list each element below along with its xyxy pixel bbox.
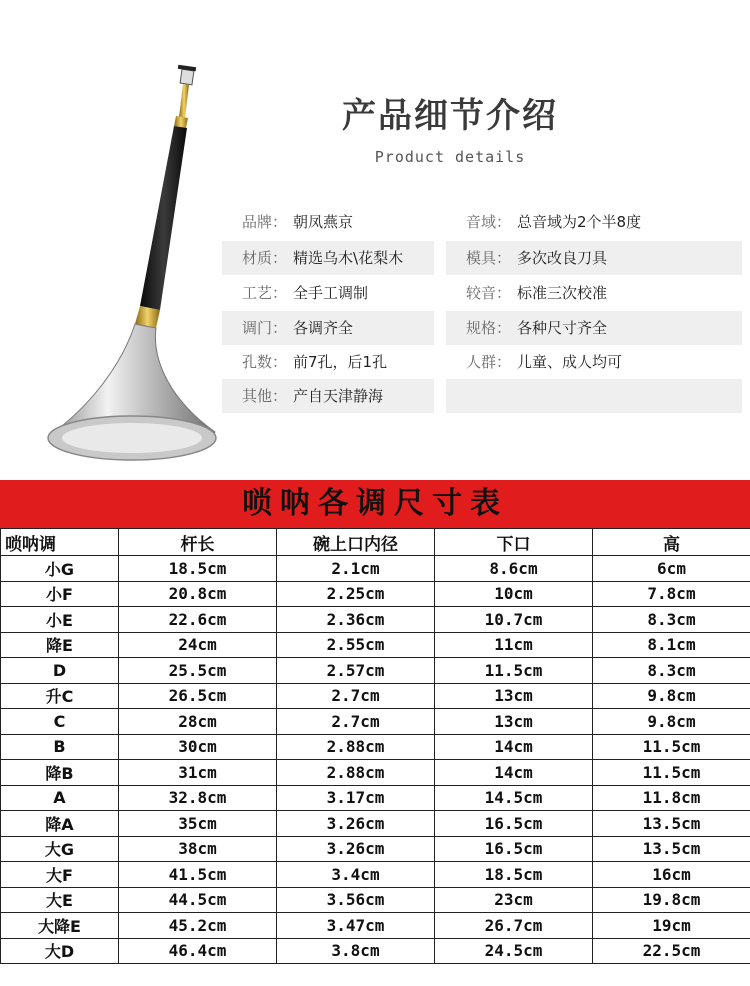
cell-bottom: 10cm — [435, 581, 593, 607]
table-row — [1, 913, 750, 939]
spec-value: 总音域为2个半8度 — [517, 213, 642, 231]
cell-key: 大降E — [1, 913, 119, 939]
spec-label: 工艺： — [242, 284, 288, 302]
cell-length: 35cm — [119, 811, 277, 837]
spec-label: 调门： — [242, 319, 288, 337]
spec-label: 模具： — [466, 249, 512, 267]
cell-key: 大E — [1, 887, 119, 913]
spec-label: 音域： — [466, 213, 512, 231]
cell-key: 大F — [1, 862, 119, 888]
spec-label: 材质： — [242, 249, 288, 267]
spec-label: 品牌： — [242, 213, 288, 231]
cell-height: 11.5cm — [593, 734, 750, 760]
cell-key: 降A — [1, 811, 119, 837]
cell-key: A — [1, 785, 119, 811]
spec-value: 各调齐全 — [293, 319, 354, 337]
cell-key: 大G — [1, 836, 119, 862]
cell-bowl-inner: 2.57cm — [277, 658, 435, 684]
spec-label: 较音： — [466, 284, 512, 302]
cell-bowl-inner: 2.25cm — [277, 581, 435, 607]
spec-mold — [446, 241, 742, 275]
cell-key: 小G — [1, 556, 119, 582]
cell-height: 19cm — [593, 913, 750, 939]
cell-bowl-inner: 3.47cm — [277, 913, 435, 939]
cell-length: 38cm — [119, 836, 277, 862]
table-row — [1, 836, 750, 862]
spec-range — [446, 205, 742, 239]
cell-height: 11.5cm — [593, 760, 750, 786]
cell-length: 20.8cm — [119, 581, 277, 607]
cell-bowl-inner: 2.88cm — [277, 734, 435, 760]
spec-audience — [446, 345, 742, 379]
spec-label: 规格： — [466, 319, 512, 337]
header-length: 杆长 — [119, 529, 277, 556]
header-bottom: 下口 — [435, 529, 593, 556]
cell-length: 30cm — [119, 734, 277, 760]
cell-key: 小F — [1, 581, 119, 607]
spec-brand — [222, 205, 434, 239]
table-row — [1, 811, 750, 837]
table-row — [1, 658, 750, 684]
cell-bottom: 23cm — [435, 887, 593, 913]
spec-label: 孔数： — [242, 353, 288, 371]
spec-key — [222, 311, 434, 345]
cell-bottom: 11.5cm — [435, 658, 593, 684]
cell-height: 8.1cm — [593, 632, 750, 658]
cell-length: 18.5cm — [119, 556, 277, 582]
cell-height: 9.8cm — [593, 683, 750, 709]
cell-bowl-inner: 3.26cm — [277, 836, 435, 862]
cell-key: C — [1, 709, 119, 735]
cell-bottom: 26.7cm — [435, 913, 593, 939]
table-row — [1, 938, 750, 964]
cell-height: 16cm — [593, 862, 750, 888]
cell-height: 8.3cm — [593, 658, 750, 684]
header-bowl-inner: 碗上口内径 — [277, 529, 435, 556]
cell-bottom: 10.7cm — [435, 607, 593, 633]
cell-length: 46.4cm — [119, 938, 277, 964]
size-table-title: 唢呐各调尺寸表 — [0, 480, 750, 528]
cell-bottom: 13cm — [435, 709, 593, 735]
cell-length: 41.5cm — [119, 862, 277, 888]
cell-height: 13.5cm — [593, 811, 750, 837]
table-row — [1, 556, 750, 582]
table-row — [1, 862, 750, 888]
spec-value: 多次改良刀具 — [517, 249, 608, 267]
cell-key: 降E — [1, 632, 119, 658]
spec-value: 产自天津静海 — [293, 387, 384, 405]
cell-bowl-inner: 2.36cm — [277, 607, 435, 633]
cell-bowl-inner: 2.88cm — [277, 760, 435, 786]
cell-bowl-inner: 3.17cm — [277, 785, 435, 811]
table-row — [1, 607, 750, 633]
cell-length: 26.5cm — [119, 683, 277, 709]
spec-craft — [222, 276, 434, 310]
cell-bottom: 24.5cm — [435, 938, 593, 964]
cell-key: B — [1, 734, 119, 760]
table-row — [1, 683, 750, 709]
spec-label: 人群： — [466, 353, 512, 371]
header-key: 唢呐调 — [1, 529, 119, 556]
cell-bottom: 16.5cm — [435, 811, 593, 837]
cell-key: 降B — [1, 760, 119, 786]
spec-holes — [222, 345, 434, 379]
spec-value: 各种尺寸齐全 — [517, 319, 608, 337]
table-row — [1, 632, 750, 658]
cell-bowl-inner: 2.7cm — [277, 683, 435, 709]
cell-height: 9.8cm — [593, 709, 750, 735]
cell-height: 19.8cm — [593, 887, 750, 913]
cell-height: 11.8cm — [593, 785, 750, 811]
cell-length: 31cm — [119, 760, 277, 786]
cell-length: 24cm — [119, 632, 277, 658]
spec-value: 标准三次校准 — [517, 284, 608, 302]
cell-bottom: 18.5cm — [435, 862, 593, 888]
cell-bottom: 14cm — [435, 734, 593, 760]
spec-value: 儿童、成人均可 — [517, 353, 623, 371]
spec-material — [222, 241, 434, 275]
cell-height: 13.5cm — [593, 836, 750, 862]
cell-length: 44.5cm — [119, 887, 277, 913]
cell-bowl-inner: 3.4cm — [277, 862, 435, 888]
cell-bottom: 14cm — [435, 760, 593, 786]
table-row — [1, 785, 750, 811]
cell-length: 22.6cm — [119, 607, 277, 633]
table-row — [1, 760, 750, 786]
section-subtitle: Product details — [374, 148, 526, 166]
cell-bowl-inner: 2.7cm — [277, 709, 435, 735]
cell-bowl-inner: 3.56cm — [277, 887, 435, 913]
cell-bottom: 11cm — [435, 632, 593, 658]
cell-height: 7.8cm — [593, 581, 750, 607]
cell-height: 6cm — [593, 556, 750, 582]
cell-key: 小E — [1, 607, 119, 633]
spec-other — [222, 379, 434, 413]
cell-bowl-inner: 2.55cm — [277, 632, 435, 658]
cell-bowl-inner: 2.1cm — [277, 556, 435, 582]
cell-height: 22.5cm — [593, 938, 750, 964]
product-detail-section — [0, 0, 750, 478]
suona-image — [40, 60, 240, 470]
cell-bowl-inner: 3.8cm — [277, 938, 435, 964]
cell-height: 8.3cm — [593, 607, 750, 633]
cell-bottom: 14.5cm — [435, 785, 593, 811]
spec-value: 精选乌木\花梨木 — [293, 249, 404, 267]
table-row — [1, 581, 750, 607]
cell-bowl-inner: 3.26cm — [277, 811, 435, 837]
size-table-section — [0, 480, 750, 964]
cell-length: 32.8cm — [119, 785, 277, 811]
section-title: 产品细节介绍 — [342, 96, 558, 136]
cell-key: D — [1, 658, 119, 684]
header-height: 高 — [593, 529, 750, 556]
spec-size — [446, 311, 742, 345]
table-row — [1, 887, 750, 913]
cell-length: 25.5cm — [119, 658, 277, 684]
cell-key: 升C — [1, 683, 119, 709]
spec-value: 朝凤燕京 — [293, 213, 354, 231]
cell-bottom: 13cm — [435, 683, 593, 709]
spec-tuning — [446, 276, 742, 310]
cell-length: 28cm — [119, 709, 277, 735]
size-table — [0, 528, 750, 964]
spec-value: 全手工调制 — [293, 284, 369, 302]
table-row — [1, 709, 750, 735]
cell-length: 45.2cm — [119, 913, 277, 939]
cell-bottom: 8.6cm — [435, 556, 593, 582]
spec-empty — [446, 379, 742, 413]
spec-value: 前7孔，后1孔 — [293, 353, 388, 371]
cell-bottom: 16.5cm — [435, 836, 593, 862]
table-header-row — [1, 529, 750, 556]
cell-key: 大D — [1, 938, 119, 964]
spec-label: 其他： — [242, 387, 288, 405]
table-row — [1, 734, 750, 760]
